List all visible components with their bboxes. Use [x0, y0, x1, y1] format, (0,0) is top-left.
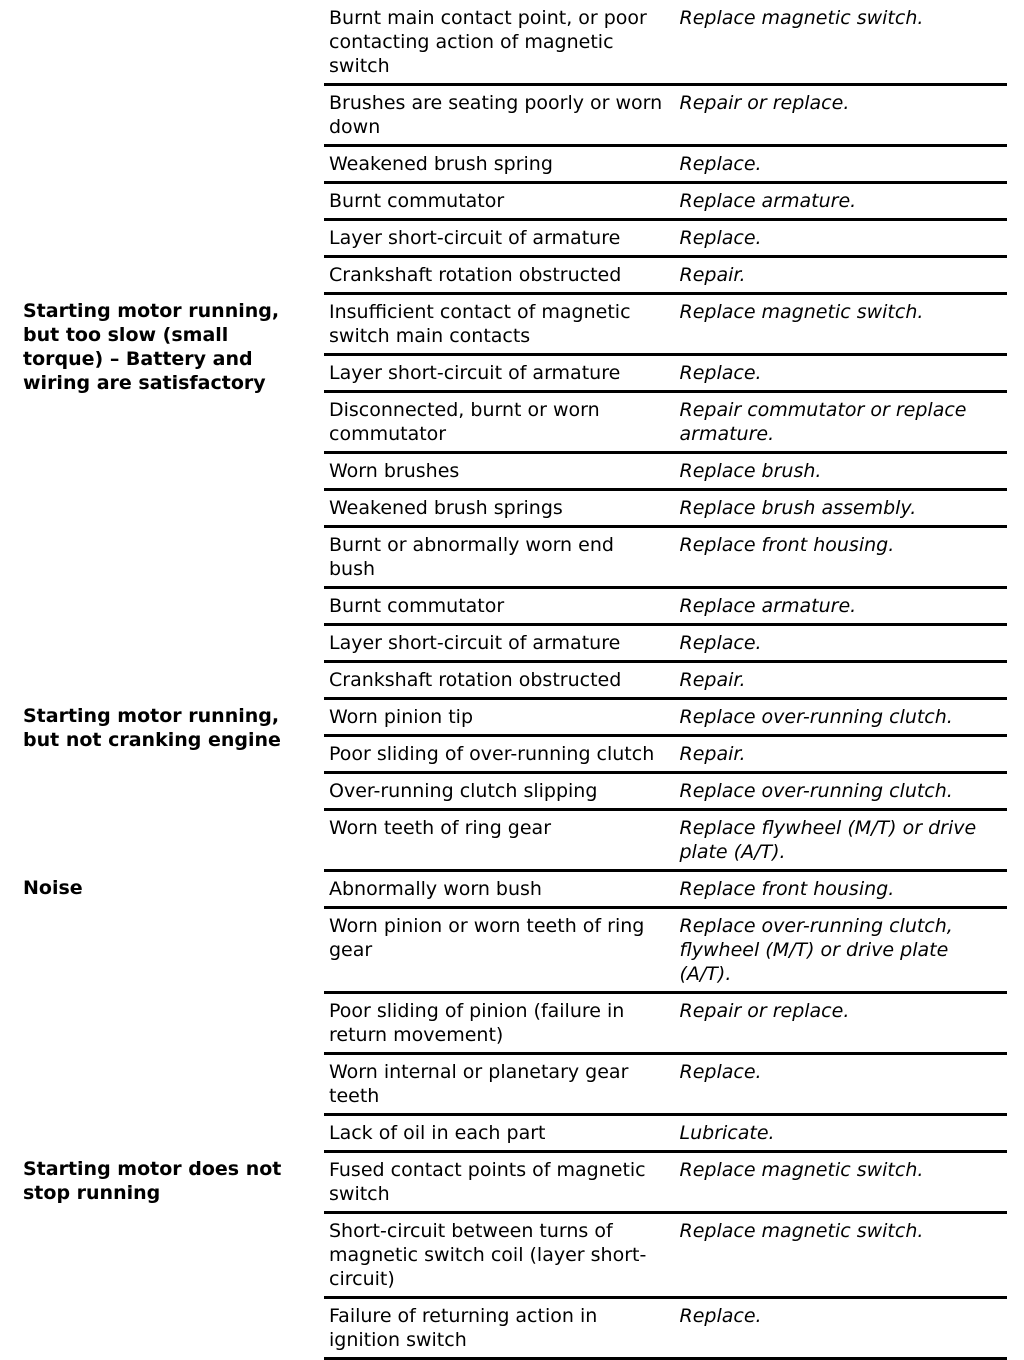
remedy-cell: Replace. — [673, 146, 1007, 183]
symptom-cell: Starting motor running, but too slow (small torque) – Battery and wiring are satisfactory — [18, 294, 322, 699]
remedy-cell: Replace over-running clutch. — [673, 773, 1007, 810]
troubleshooting-table — [18, 0, 1007, 1360]
cause-cell: Worn pinion tip — [322, 699, 673, 736]
table-row — [18, 1152, 1007, 1213]
remedy-cell: Replace. — [673, 220, 1007, 257]
remedy-cell: Replace brush assembly. — [673, 490, 1007, 527]
cause-cell: Poor sliding of over-running clutch — [322, 736, 673, 773]
cause-cell: Weakened brush springs — [322, 490, 673, 527]
remedy-cell: Replace over-running clutch. — [673, 699, 1007, 736]
symptom-cell — [18, 0, 322, 294]
cause-cell: Crankshaft rotation obstructed — [322, 662, 673, 699]
cause-cell: Over-running clutch slipping — [322, 773, 673, 810]
table-row — [18, 0, 1007, 85]
remedy-cell: Repair. — [673, 736, 1007, 773]
remedy-cell: Replace. — [673, 625, 1007, 662]
remedy-cell: Replace magnetic switch. — [673, 1152, 1007, 1213]
troubleshooting-table-body — [18, 0, 1007, 1359]
remedy-cell: Replace brush. — [673, 453, 1007, 490]
symptom-cell: Noise — [18, 871, 322, 1152]
cause-cell: Disconnected, burnt or worn commutator — [322, 392, 673, 453]
remedy-cell: Replace armature. — [673, 588, 1007, 625]
remedy-cell: Replace front housing. — [673, 871, 1007, 908]
symptom-cell: Starting motor running, but not cranking engine — [18, 699, 322, 871]
table-row — [18, 699, 1007, 736]
cause-cell: Worn internal or planetary gear teeth — [322, 1054, 673, 1115]
cause-cell: Worn pinion or worn teeth of ring gear — [322, 908, 673, 993]
cause-cell: Lack of oil in each part — [322, 1115, 673, 1152]
cause-cell: Layer short-circuit of armature — [322, 220, 673, 257]
cause-cell: Brushes are seating poorly or worn down — [322, 85, 673, 146]
remedy-cell: Repair or replace. — [673, 85, 1007, 146]
remedy-cell: Replace. — [673, 1298, 1007, 1359]
cause-cell: Layer short-circuit of armature — [322, 625, 673, 662]
remedy-cell: Replace. — [673, 1054, 1007, 1115]
table-row — [18, 294, 1007, 355]
remedy-cell: Repair. — [673, 662, 1007, 699]
cause-cell: Abnormally worn bush — [322, 871, 673, 908]
cause-cell: Poor sliding of pinion (failure in return movement) — [322, 993, 673, 1054]
table-row — [18, 871, 1007, 908]
cause-cell: Burnt main contact point, or poor contacting action of magnetic switch — [322, 0, 673, 85]
symptom-cell: Starting motor does not stop running — [18, 1152, 322, 1359]
cause-cell: Worn brushes — [322, 453, 673, 490]
cause-cell: Short-circuit between turns of magnetic switch coil (layer short-circuit) — [322, 1213, 673, 1298]
cause-cell: Weakened brush spring — [322, 146, 673, 183]
remedy-cell: Repair. — [673, 257, 1007, 294]
remedy-cell: Replace magnetic switch. — [673, 294, 1007, 355]
remedy-cell: Replace armature. — [673, 183, 1007, 220]
remedy-cell: Lubricate. — [673, 1115, 1007, 1152]
cause-cell: Burnt commutator — [322, 183, 673, 220]
remedy-cell: Replace. — [673, 355, 1007, 392]
remedy-cell: Replace magnetic switch. — [673, 1213, 1007, 1298]
remedy-cell: Replace flywheel (M/T) or drive plate (A/T). — [673, 810, 1007, 871]
cause-cell: Fused contact points of magnetic switch — [322, 1152, 673, 1213]
cause-cell: Burnt commutator — [322, 588, 673, 625]
cause-cell: Burnt or abnormally worn end bush — [322, 527, 673, 588]
cause-cell: Failure of returning action in ignition switch — [322, 1298, 673, 1359]
remedy-cell: Repair commutator or replace armature. — [673, 392, 1007, 453]
cause-cell: Insufficient contact of magnetic switch main contacts — [322, 294, 673, 355]
cause-cell: Crankshaft rotation obstructed — [322, 257, 673, 294]
remedy-cell: Replace front housing. — [673, 527, 1007, 588]
remedy-cell: Repair or replace. — [673, 993, 1007, 1054]
cause-cell: Worn teeth of ring gear — [322, 810, 673, 871]
remedy-cell: Replace over-running clutch, flywheel (M/T) or drive plate (A/T). — [673, 908, 1007, 993]
remedy-cell: Replace magnetic switch. — [673, 0, 1007, 85]
cause-cell: Layer short-circuit of armature — [322, 355, 673, 392]
